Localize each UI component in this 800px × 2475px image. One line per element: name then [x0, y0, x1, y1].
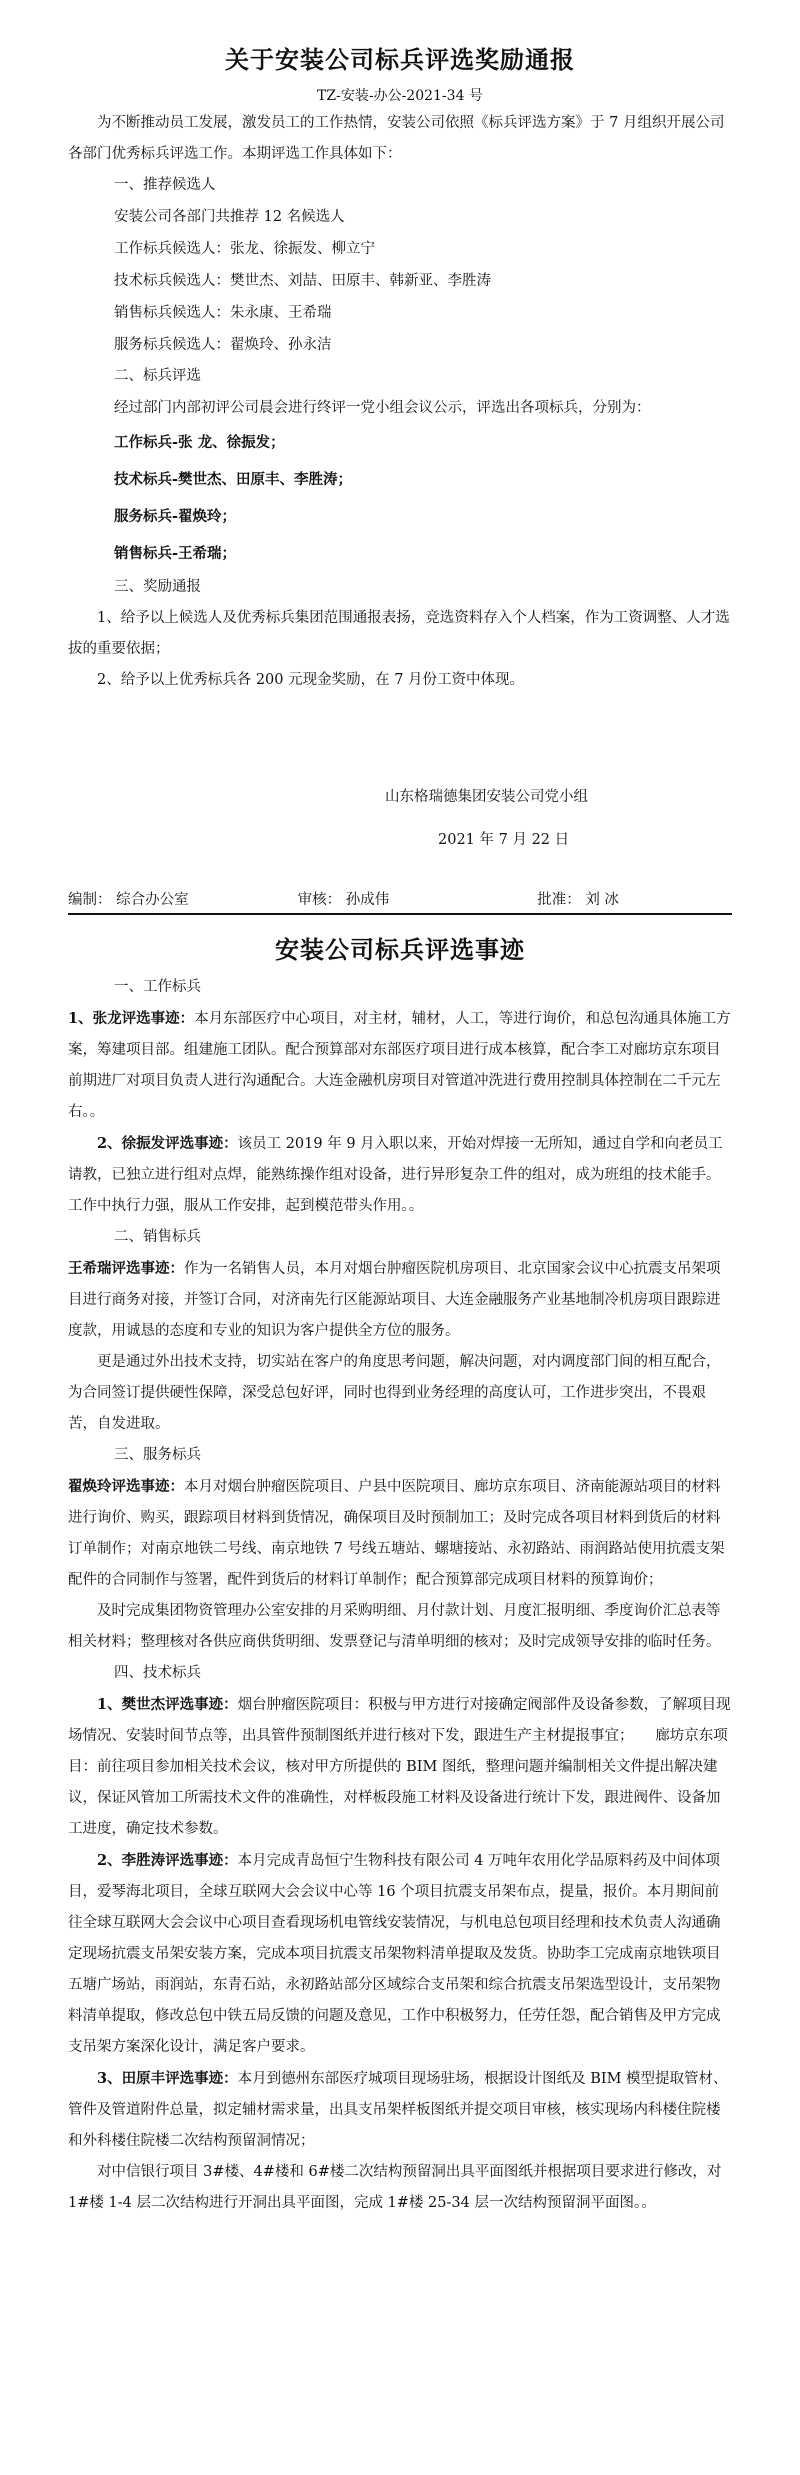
deed-text: 该员工 2019 年 9 月入职以来，开始对焊接一无所知，通过自学和向老员工请教，已独立进行组对点焊，能熟练操作组对设备，进行异形复杂工件的组对，成为班组的技术能手。工作中执行力强，服从工作安排，起到模范带头作用。。: [68, 1136, 723, 1214]
section-heading: 三、服务标兵: [114, 1447, 201, 1463]
deeds-header: [68, 930, 732, 965]
deed-text: 本月东部医疗中心项目，对主材，辅材，人工，等进行询价，和总包沟通具体施工方案，筹建项目部。组建施工团队。配合预算部对东部医疗项目进行成本核算，配合李工对廊坊京东项目前期进厂对项目负责人进行沟通配合。大连金融机房项目对管道冲洗进行费用控制具体控制在二千元左右。。: [68, 1011, 731, 1120]
deed-paragraph: [68, 2063, 732, 2157]
deed-text: 作为一名销售人员，本月对烟台肿瘤医院机房项目、北京国家会议中心抗震支吊架项目进行商务对接，并签订合同，对济南先行区能源站项目、大连金融服务产业基地制冷机房项目跟踪进度款，用诚恳的态度和专业的知识为客户提供全方位的服务。: [68, 1261, 721, 1339]
approver-field: 批准： 刘 冰: [537, 892, 619, 908]
candidate-line: 服务标兵候选人：翟焕玲、孙永洁: [114, 337, 332, 353]
section-heading: 四、技术标兵: [114, 1665, 201, 1681]
deed-paragraph: [68, 1128, 732, 1222]
deed-paragraph: [68, 1689, 732, 1845]
deed-label: 1、张龙评选事迹：: [68, 1010, 195, 1027]
notice-body: [68, 108, 732, 696]
candidate-line: 销售标兵候选人：朱永康、王希瑞: [114, 305, 332, 321]
signature-org: 山东格瑞德集团安装公司党小组: [385, 789, 588, 805]
reward-item: 2、给予以上优秀标兵各 200 元现金奖励，在 7 月份工资中体现。: [97, 672, 525, 688]
deed-label: 2、徐振发评选事迹：: [97, 1135, 238, 1152]
deed-text: 本月对烟台肿瘤医院项目、户县中医院项目、廊坊京东项目、济南能源站项目的材料进行询价、购买，跟踪项目材料到货情况，确保项目及时预制加工；及时完成各项目材料到货后的材料订单制作；对南京地铁二号线、南京地铁 7 号线五塘站、螺塘接站、永初路站、雨润路站使用抗震支架配件的合同制作与签署，配件到货后的材料订单制作；配合预算部完成项目材料的预算询价；: [68, 1479, 725, 1588]
section-heading: 三、奖励通报: [114, 579, 201, 595]
candidate-line: 安装公司各部门共推荐 12 名候选人: [114, 209, 345, 225]
notice-header: [68, 40, 732, 105]
candidate-line: 工作标兵候选人：张龙、徐振发、柳立宁: [114, 241, 375, 257]
deed-label: 王希瑞评选事迹：: [68, 1260, 184, 1277]
winner-line: 服务标兵-翟焕玲；: [114, 508, 237, 525]
deeds-body: [68, 972, 732, 2219]
winner-line: 技术标兵-樊世杰、田原丰、李胜涛；: [114, 471, 353, 488]
deed-label: 1、樊世杰评选事迹：: [97, 1696, 238, 1713]
deed-label: 2、李胜涛评选事迹：: [97, 1852, 238, 1869]
deed-text: 本月完成青岛恒宁生物科技有限公司 4 万吨年农用化学品原料药及中间体项目，爱琴海北项目，全球互联网大会会议中心等 16 个项目抗震支吊架布点，提量，报价。本月期间前往全球互联网大会会议中心项目查看现场机电管线安装情况，与机电总包项目经理和技术负责人沟通确定现场抗震支吊架安装方案，完成本项目抗震支吊架物料清单提取及发货。协助李工完成南京地铁项目五塘广场站，雨润站，东青石站，永初路站部分区域综合支吊架和综合抗震支吊架选型设计，支吊架物料清单提取，修改总包中铁五局反馈的问题及意见，工作中积极努力，任劳任怨，配合销售及甲方完成支吊架方案深化设计，满足客户要求。: [68, 1853, 721, 2055]
reviewer-field: 审核： 孙成伟: [297, 892, 390, 908]
deed-text: 本月到德州东部医疗城项目现场驻场，根据设计图纸及 BIM 模型提取管材、管件及管道附件总量，拟定辅材需求量，出具支吊架样板图纸并提交项目审核，核实现场内科楼住院楼和外科楼住院楼二次结构预留洞情况；: [68, 2071, 728, 2149]
section-heading: 一、推荐候选人: [114, 177, 216, 193]
editor-field: 编制： 综合办公室: [68, 892, 189, 908]
section-heading: 一、工作标兵: [114, 979, 201, 995]
deed-paragraph: 更是通过外出技术支持，切实站在客户的角度思考问题，解决问题，对内调度部门间的相互配合，为合同签订提供硬性保障，深受总包好评，同时也得到业务经理的高度认可，工作进步突出，不畏艰苦，自发进取。: [68, 1354, 721, 1432]
section-heading: 二、标兵评选: [114, 368, 201, 384]
reward-item: 1、给予以上候选人及优秀标兵集团范围通报表扬，竞选资料存入个人档案，作为工资调整、人才选拔的重要依据；: [68, 610, 730, 657]
signature-date: 2021 年 7 月 22 日: [438, 832, 570, 848]
deed-paragraph: [68, 1003, 732, 1128]
deed-label: 翟焕玲评选事迹：: [68, 1478, 184, 1495]
deed-paragraph: 及时完成集团物资管理办公室安排的月采购明细、月付款计划、月度汇报明细、季度询价汇总表等相关材料；整理核对各供应商供货明细、发票登记与清单明细的核对；及时完成领导安排的临时任务。: [68, 1603, 721, 1650]
selection-intro: 经过部门内部初评公司晨会进行终评一党小组会议公示，评选出各项标兵，分别为：: [114, 400, 651, 416]
intro-paragraph: 为不断推动员工发展，激发员工的工作热情，安装公司依照《标兵评选方案》于 7 月组织开展公司各部门优秀标兵评选工作。本期评选工作具体如下：: [68, 115, 725, 162]
deed-paragraph: [68, 1471, 732, 1596]
winner-line: 销售标兵-王希瑞；: [114, 545, 237, 562]
deed-text: 烟台肿瘤医院项目：积极与甲方进行对接确定阀部件及设备参数，了解项目现场情况、安装时间节点等，出具管件预制图纸并进行核对下发，跟进生产主材提报事宜； 廊坊京东项目：前往项目参加相关技术会议，核对甲方所提供的 BIM 图纸，整理问题并编制相关文件提出解决建议，保证风管加工所需技术文件的准确性，对样板段施工材料及设备进行统计下发，跟进阀件、设备加工进度，确定技术参数。: [68, 1697, 731, 1837]
deeds-title: 安装公司标兵评选事迹: [275, 936, 525, 964]
winner-line: 工作标兵-张 龙、徐振发；: [114, 434, 285, 451]
notice-title: 关于安装公司标兵评选奖励通报: [225, 46, 575, 74]
divider-line: [68, 913, 732, 915]
document-number: TZ-安装-办公-2021-34 号: [317, 88, 483, 104]
deed-paragraph: 对中信银行项目 3#楼、4#楼和 6#楼二次结构预留洞出具平面图纸并根据项目要求进行修改，对 1#楼 1-4 层二次结构进行开洞出具平面图，完成 1#楼 25-34 层一次结构预留洞平面图。。: [68, 2164, 722, 2211]
section-heading: 二、销售标兵: [114, 1229, 201, 1245]
deed-paragraph: [68, 1845, 732, 2063]
deed-label: 3、田原丰评选事迹：: [97, 2070, 238, 2087]
candidate-line: 技术标兵候选人：樊世杰、刘喆、田原丰、韩新亚、李胜涛: [114, 273, 491, 289]
deed-paragraph: [68, 1253, 732, 1347]
approval-bar: [68, 888, 732, 909]
